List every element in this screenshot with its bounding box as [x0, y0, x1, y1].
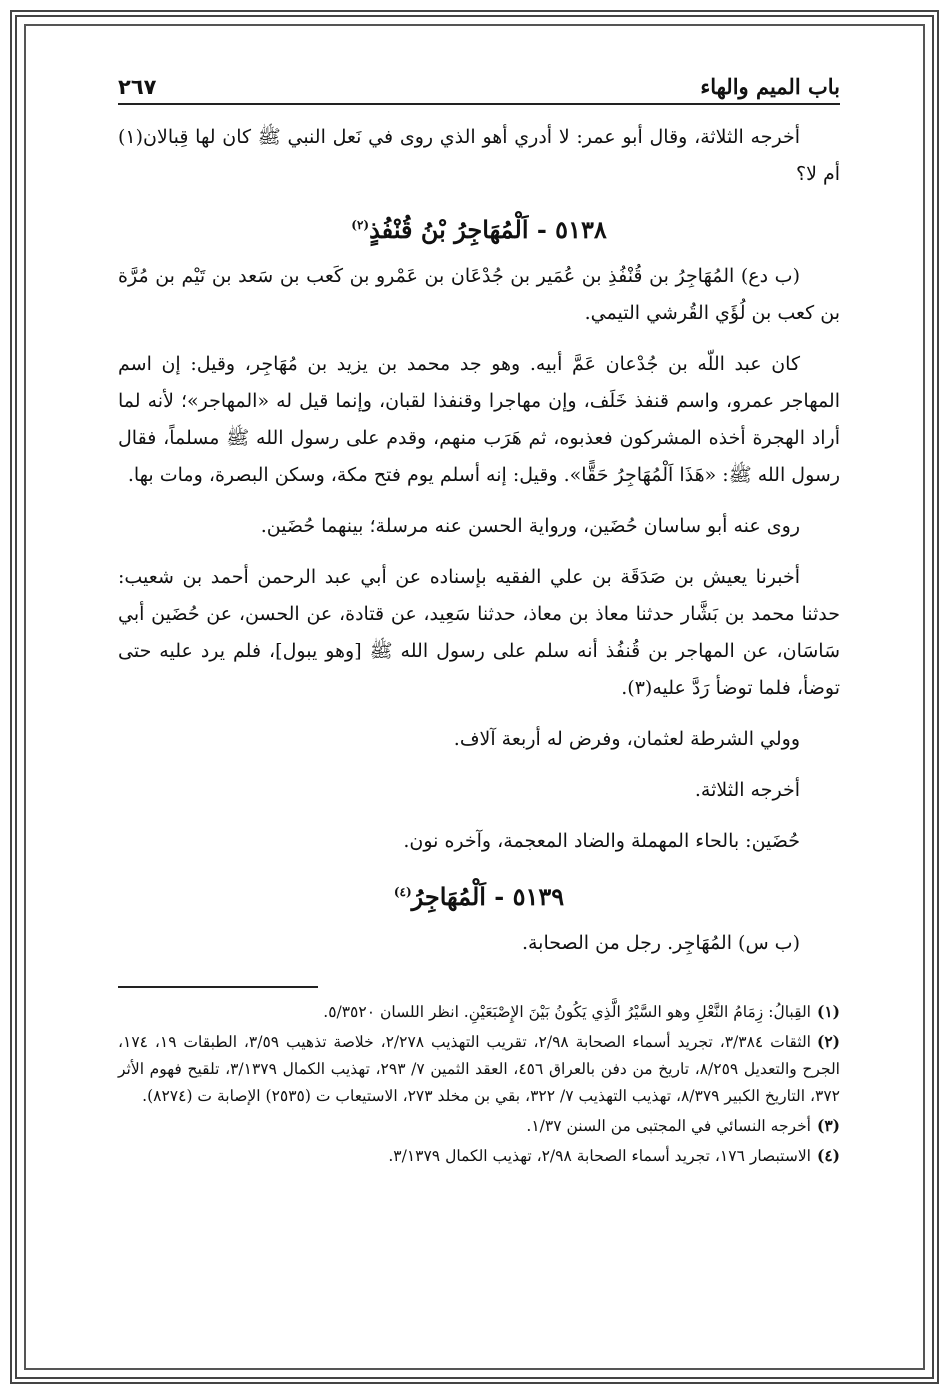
footnote — [118, 1028, 840, 1110]
paragraph: كان عبد اللّه بن جُدْعان عَمَّ أبيه. وهو جد محمد بن يزيد بن مُهَاجِر، وقيل: إن اسم المهاجر عمرو، واسم قنفذ خَلَف، وإن مهاجرا وقنفذا لقبان، وإنما قيل له «المهاجر»؛ لأنه لما أراد الهجرة أخذه المشركون فعذبوه، ثم هَرَب منهم، وقدم على رسول الله ﷺ مسلماً، فقال رسول الله ﷺ: «هَذَا اَلْمُهَاجِرُ حَقًّا». وقيل: إنه أسلم يوم فتح مكة، وسكن البصرة، ومات بها. — [118, 353, 840, 486]
entry-title: ٥١٣٩ - اَلْمُهَاجِرُ — [411, 882, 565, 911]
footnote-text: القِبالُ: زِمَامُ النَّعْلِ وهو السَّيْرُ الَّذِي يَكُونُ بَيْنَ الإِصْبَعَيْنِ. انظر اللسان ٥/٣٥٢٠. — [323, 1003, 811, 1021]
paragraph: (ب دع) المُهَاجِرُ بن قُنْفُذِ بن عُمَير بن جُدْعَان بن عَمْرو بن كَعب بن سَعد بن تَيْم بن مُرَّة بن كعب بن لُؤَي القُرشي التيمي. — [118, 265, 840, 324]
footnote-text: أخرجه النسائي في المجتبى من السنن ١/٣٧. — [526, 1117, 811, 1135]
paragraph: وولي الشرطة لعثمان، وفرض له أربعة آلاف. — [453, 728, 800, 750]
paragraph: روى عنه أبو ساسان حُضَين، ورواية الحسن عنه مرسلة؛ بينهما حُضَين. — [260, 515, 800, 537]
paragraph: أخرجه الثلاثة، وقال أبو عمر: لا أدري أهو الذي روى في نَعل النبي ﷺ كان لها قِبالان(١) أم لا؟ — [118, 126, 840, 185]
paragraph: أخرجه الثلاثة. — [694, 779, 800, 801]
footnote-number: (٤) — [816, 1146, 840, 1165]
footnote-text: الثقات ٣/٣٨٤، تجريد أسماء الصحابة ٢/٩٨، تقريب التهذيب ٢/٢٧٨، خلاصة تذهيب ٣/٥٩، الطبقات ١٩، ١٧٤، الجرح والتعديل ٨/٢٥٩، تاريخ من دفن بالعراق ٤٥٦، العقد الثمين ٧/ ٢٩٣، تهذيب الكمال ٣/١٣٧٩، تلقيح فهوم الأثر ٣٧٢، التاريخ الكبير ٨/٣٧٩، تهذيب التهذيب ٧/ ٣٢٢، بقي بن مخلد ٢٧٣، الاستيعاب ت (٢٥٣٥) الإصابة ت (٨٢٧٤). — [118, 1033, 840, 1105]
entry-heading — [118, 215, 840, 244]
footnote — [118, 1112, 840, 1140]
footnote-text: الاستبصار ١٧٦، تجريد أسماء الصحابة ٢/٩٨، تهذيب الكمال ٣/١٣٧٩. — [388, 1147, 811, 1165]
footnote-separator — [118, 986, 318, 988]
footnote-number: (١) — [816, 1002, 840, 1021]
page-number: ٢٦٧ — [118, 75, 157, 99]
footnotes — [118, 998, 840, 1170]
running-title: باب الميم والهاء — [700, 74, 840, 99]
footnote-ref: (٤) — [393, 885, 412, 899]
footnote — [118, 1142, 840, 1170]
paragraph: أخبرنا يعيش بن صَدَقَة بن علي الفقيه بإسناده عن أبي عبد الرحمن أحمد بن شعيب: حدثنا محمد بن بَشَّار حدثنا معاذ بن معاذ، حدثنا سَعِيد، عن قتادة، عن الحسن، عن حُضَين أبي سَاسَان، عن المهاجر بن قُنفُذ أنه سلم على رسول الله ﷺ [وهو يبول]، فلم يرد عليه حتى توضأ، فلما توضأ رَدَّ عليه(٣). — [118, 566, 840, 699]
page-content — [118, 74, 840, 1172]
page-header — [118, 74, 840, 105]
paragraph: حُضَين: بالحاء المهملة والضاد المعجمة، وآخره نون. — [403, 830, 800, 852]
entry-title: ٥١٣٨ - اَلْمُهَاجِرُ بْنُ قُنْفُذٍ — [369, 215, 607, 244]
entry-heading — [118, 882, 840, 911]
footnote-ref: (٢) — [351, 218, 370, 232]
footnote — [118, 998, 840, 1026]
paragraph: (ب س) المُهَاجِر. رجل من الصحابة. — [521, 932, 800, 954]
footnote-number: (٢) — [816, 1032, 840, 1051]
footnote-number: (٣) — [816, 1116, 840, 1135]
